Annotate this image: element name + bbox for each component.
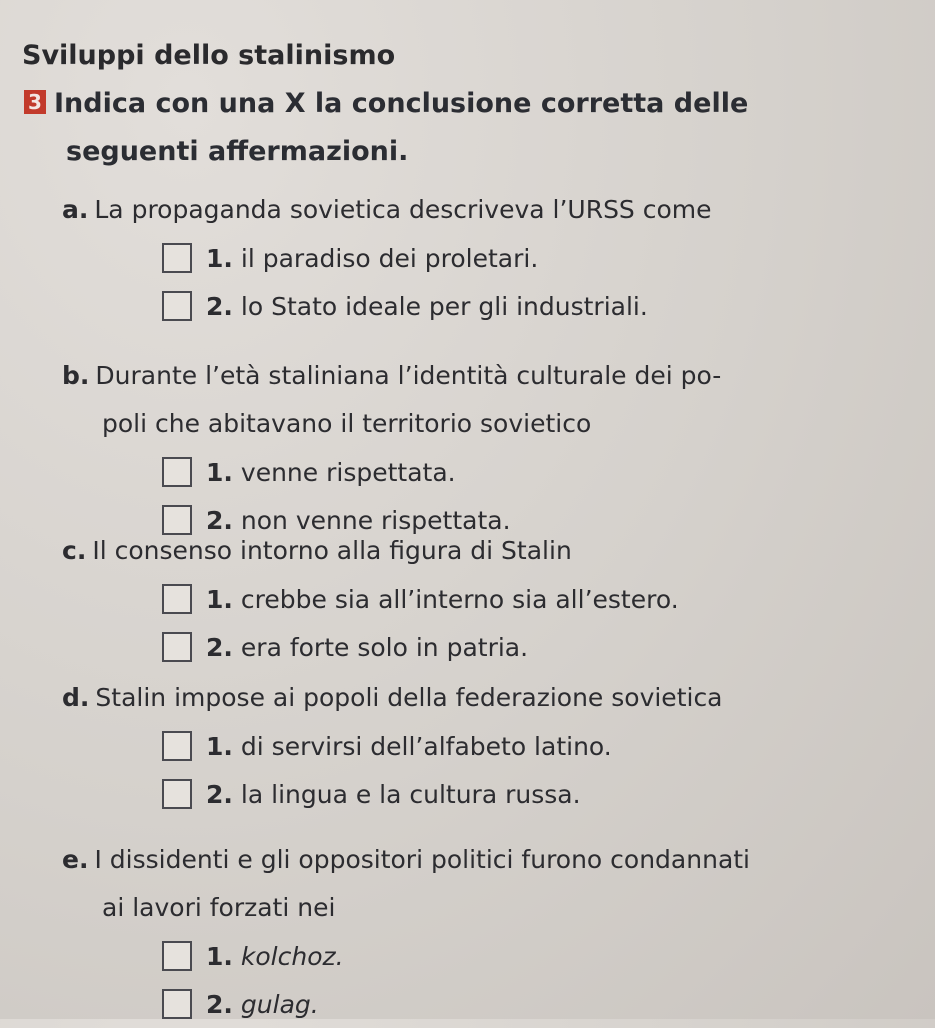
option-number: 2. bbox=[206, 989, 233, 1019]
question-c bbox=[62, 527, 892, 671]
instruction-line-1: Indica con una X la conclusione corretta delle bbox=[54, 88, 749, 119]
question-stem: Stalin impose ai popoli della federazione sovietica bbox=[95, 683, 723, 712]
option-c-2[interactable] bbox=[62, 623, 892, 671]
option-number: 2. bbox=[206, 779, 233, 809]
option-b-1[interactable] bbox=[62, 448, 892, 496]
question-text bbox=[62, 674, 892, 722]
question-stem: Il consenso intorno alla figura di Stalin bbox=[92, 536, 572, 565]
question-d bbox=[62, 674, 892, 818]
question-b bbox=[62, 352, 892, 544]
question-a bbox=[62, 186, 892, 330]
answer-checkbox[interactable] bbox=[162, 632, 192, 662]
option-text: di servirsi dell’alfabeto latino. bbox=[240, 731, 612, 761]
option-text: lo Stato ideale per gli industriali. bbox=[240, 291, 648, 321]
option-text: il paradiso dei proletari. bbox=[240, 243, 539, 273]
option-number: 1. bbox=[206, 243, 233, 273]
option-number: 2. bbox=[206, 291, 233, 321]
answer-checkbox[interactable] bbox=[162, 779, 192, 809]
option-e-1[interactable] bbox=[62, 932, 892, 980]
answer-checkbox[interactable] bbox=[162, 989, 192, 1019]
option-d-2[interactable] bbox=[62, 770, 892, 818]
question-letter: c. bbox=[62, 536, 87, 565]
exercise-number-badge: 3 bbox=[24, 90, 46, 114]
question-text bbox=[62, 186, 892, 234]
option-number: 1. bbox=[206, 731, 233, 761]
question-stem: La propaganda sovietica descriveva l’URSS come bbox=[94, 195, 712, 224]
question-e bbox=[62, 836, 892, 1028]
instruction-line-2: seguenti affermazioni. bbox=[66, 136, 409, 167]
answer-checkbox[interactable] bbox=[162, 457, 192, 487]
question-letter: a. bbox=[62, 195, 89, 224]
answer-checkbox[interactable] bbox=[162, 941, 192, 971]
exercise-instruction bbox=[24, 80, 824, 176]
answer-checkbox[interactable] bbox=[162, 291, 192, 321]
option-text: kolchoz. bbox=[240, 941, 344, 971]
option-a-1[interactable] bbox=[62, 234, 892, 282]
option-a-2[interactable] bbox=[62, 282, 892, 330]
question-text bbox=[62, 352, 892, 448]
question-stem: I dissidenti e gli oppositori politici furono condannati bbox=[94, 845, 751, 874]
option-text: venne rispettata. bbox=[240, 457, 456, 487]
question-letter: d. bbox=[62, 683, 90, 712]
option-text: la lingua e la cultura russa. bbox=[240, 779, 581, 809]
question-stem-continued: ai lavori forzati nei bbox=[102, 893, 336, 922]
option-number: 1. bbox=[206, 941, 233, 971]
option-number: 2. bbox=[206, 632, 233, 662]
option-text: era forte solo in patria. bbox=[240, 632, 529, 662]
question-text bbox=[62, 836, 892, 932]
question-text bbox=[62, 527, 892, 575]
option-c-1[interactable] bbox=[62, 575, 892, 623]
option-number: 2. bbox=[206, 505, 233, 535]
option-text: gulag. bbox=[240, 989, 319, 1019]
option-e-2[interactable] bbox=[62, 980, 892, 1028]
page-title: Sviluppi dello stalinismo bbox=[22, 40, 396, 71]
answer-checkbox[interactable] bbox=[162, 731, 192, 761]
option-number: 1. bbox=[206, 584, 233, 614]
question-letter: e. bbox=[62, 845, 89, 874]
question-stem-continued: poli che abitavano il territorio sovietico bbox=[102, 409, 592, 438]
option-number: 1. bbox=[206, 457, 233, 487]
answer-checkbox[interactable] bbox=[162, 584, 192, 614]
option-text: non venne rispettata. bbox=[240, 505, 511, 535]
option-d-1[interactable] bbox=[62, 722, 892, 770]
option-text: crebbe sia all’interno sia all’estero. bbox=[240, 584, 679, 614]
question-letter: b. bbox=[62, 361, 90, 390]
question-stem: Durante l’età staliniana l’identità culturale dei po- bbox=[95, 361, 722, 390]
answer-checkbox[interactable] bbox=[162, 243, 192, 273]
